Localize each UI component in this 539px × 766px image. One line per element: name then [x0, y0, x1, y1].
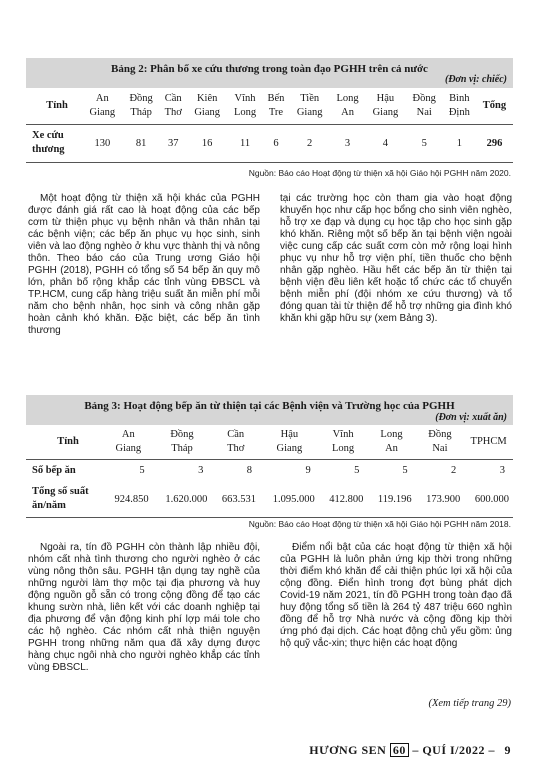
table-2-unit: (Đơn vị: chiếc)	[444, 74, 507, 85]
column-header-line: An	[121, 428, 135, 440]
table-cell: 2	[451, 464, 457, 476]
column-header-line: Tre	[268, 106, 284, 118]
table-cell: 173.900	[426, 493, 461, 505]
table-cell: 5	[402, 464, 408, 476]
column-left-top	[28, 193, 260, 337]
table-cell: 1.620.000	[165, 493, 208, 505]
column-header-line: Nai	[432, 442, 448, 454]
column-header-line: Giang	[372, 106, 399, 118]
table-cell: 11	[239, 137, 251, 149]
column-header	[319, 425, 368, 459]
column-header-line: Giang	[194, 106, 220, 118]
table-3	[26, 395, 513, 518]
row-label-line: ăn/năm	[32, 500, 66, 511]
table-3-bottom-rule	[26, 517, 513, 518]
column-header	[263, 88, 290, 124]
table-cell: 130	[94, 137, 111, 149]
table-2-source: Nguồn: Báo cáo Hoạt động từ thiện xã hội Giáo hội PGHH năm 2020.	[248, 168, 511, 178]
column-header-line: An	[385, 442, 398, 454]
column-header	[260, 425, 319, 459]
table-cell: 600.000	[474, 493, 509, 505]
table-cell: 6	[273, 137, 279, 149]
table-cell: 9	[305, 464, 311, 476]
column-header-line: Đồng	[129, 92, 153, 104]
column-header-line: Tháp	[130, 106, 152, 118]
column-right-top	[280, 193, 512, 325]
column-header	[416, 425, 465, 459]
row-label-line: Xe cứu	[32, 130, 64, 142]
column-header-line: Vĩnh	[234, 92, 256, 104]
table-cell: 412.800	[329, 493, 364, 505]
column-header	[82, 88, 123, 124]
column-header-line: Đồng	[428, 428, 452, 440]
column-header-line: Giang	[89, 106, 116, 118]
continued-note: (Xem tiếp trang 29)	[428, 698, 511, 709]
column-header-line: Long	[233, 106, 257, 118]
table-3-header	[26, 395, 513, 425]
page-number: 9	[504, 743, 511, 757]
column-header	[289, 88, 330, 124]
column-header	[443, 88, 476, 124]
column-header-line: TPHCM	[470, 435, 507, 447]
row-label-line: Tổng số suất	[32, 486, 89, 497]
column-header-line: Đồng	[170, 428, 194, 440]
column-header-line: Thơ	[164, 106, 182, 118]
column-header	[160, 88, 187, 124]
column-header-line: Cần	[164, 92, 182, 104]
issue-number: 60	[390, 743, 409, 757]
table-3-row2-label	[26, 481, 104, 517]
column-header-line: Định	[448, 106, 470, 118]
column-header	[365, 88, 406, 124]
column-header-line: Giang	[296, 106, 323, 118]
table-cell: 3	[198, 464, 204, 476]
table-3-grid	[26, 425, 513, 517]
column-header-line: Hậu	[376, 92, 395, 104]
table-3-title: Bảng 3: Hoạt động bếp ăn từ thiện tại các Bệnh viện và Trường học của PGHH	[84, 400, 455, 412]
table-cell: 4	[382, 137, 389, 149]
paragraph: tại các trường học còn tham gia vào hoạt động khuyến học như cấp học bổng cho sinh viên nghèo, hỗ trợ xe đạp và dụng cụ học tập cho học sinh gặp khó khăn. Riêng một số bếp ăn tại bệnh viện ngoài việc cung cấp các suất cơm còn mở rộng loại hình phục vụ như hỗ trợ viện phí, tiền thuốc cho bệnh nhân gặp nghèo. Hầu hết các bếp ăn từ thiện tại bệnh viện đều liên kết hoặc tổ chức các tổ chuyển bệnh miễn phí (đội nhóm xe cứu thương) và tổ đóng quan tài từ thiện để hỗ trợ những gia đình khó khăn khi gặp hữu sự (xem Bảng 3).	[280, 193, 512, 324]
table-2-header	[26, 58, 513, 88]
total-header: Tổng	[482, 99, 507, 111]
table-3-unit: (Đơn vị: xuất ăn)	[435, 412, 507, 423]
table-cell: 37	[167, 137, 179, 149]
table-cell: 5	[139, 464, 145, 476]
column-header-line: Đồng	[412, 92, 436, 104]
row-label-line: thương	[32, 144, 65, 156]
page-footer	[309, 743, 511, 758]
column-header-line: Thơ	[227, 442, 245, 454]
table-cell: 3	[499, 464, 505, 476]
column-header-line: Tiền	[300, 92, 320, 104]
table-2-row-label	[26, 124, 82, 162]
table-cell: 119.196	[377, 493, 412, 505]
table-cell: 924.850	[114, 493, 149, 505]
column-header-line: Nai	[416, 106, 432, 118]
column-header-line: Long	[380, 428, 403, 440]
column-header	[123, 88, 160, 124]
table-2-bottom-rule	[26, 162, 513, 163]
magazine-name: HƯƠNG SEN	[309, 743, 387, 757]
column-header-line: Vĩnh	[332, 428, 354, 440]
column-header-line: Giang	[276, 442, 303, 454]
column-header	[153, 425, 212, 459]
table-cell: 5	[421, 137, 427, 149]
table-cell: 8	[246, 464, 253, 476]
column-header-line: Bến	[267, 92, 285, 104]
table-2-row-header: Tỉnh	[46, 99, 68, 111]
table-cell: 1	[456, 137, 462, 149]
column-header-line: Tháp	[171, 442, 193, 454]
total-cell: 296	[486, 137, 503, 149]
table-cell: 5	[354, 464, 360, 476]
column-header	[406, 88, 443, 124]
table-cell: 81	[135, 137, 147, 149]
issue-period: – QUÍ I/2022 –	[412, 743, 495, 757]
column-header	[227, 88, 262, 124]
table-cell: 663.531	[221, 493, 257, 505]
column-header-line: An	[95, 92, 109, 104]
table-2	[26, 58, 513, 163]
column-header-line: Giang	[115, 442, 142, 454]
column-header	[464, 425, 513, 459]
column-header-line: Long	[331, 442, 355, 454]
table-2-grid	[26, 88, 513, 162]
column-header	[187, 88, 228, 124]
paragraph: Một hoạt động từ thiện xã hội khác của PGHH được đánh giá rất cao là hoạt động của các bếp cơm từ thiện phục vụ bệnh nhân và thân nhân tại các bệnh viện; các bếp ăn phục vụ học sinh, sinh viên và lao động nghèo ở khu vực thành thị và nông thôn. Theo báo cáo của Trung ương Giáo hội PGHH (2018), PGHH có tổng số 54 bếp ăn quy mô lớn, phân bố rộng khắp các tỉnh vùng ĐBSCL và TP.HCM, cung cấp hàng triệu suất ăn miễn phí mỗi năm cho bệnh nhân, học sinh và công nhân gặp hoàn cảnh khó khăn. Đặc biệt, các bếp ăn tình thương	[28, 193, 260, 336]
column-header-line: Bình	[449, 92, 470, 104]
column-header	[104, 425, 153, 459]
column-header-line: Cần	[227, 428, 245, 440]
column-header	[330, 88, 365, 124]
table-3-row1-label: Số bếp ăn	[32, 464, 76, 476]
table-3-row-header: Tỉnh	[57, 435, 79, 447]
table-3-source: Nguồn: Báo cáo Hoạt động từ thiện xã hội Giáo hội PGHH năm 2018.	[248, 519, 511, 529]
table-cell: 1.095.000	[272, 493, 315, 505]
table-2-title: Bảng 2: Phân bổ xe cứu thương trong toàn đạo PGHH trên cả nước	[111, 63, 428, 75]
table-cell: 16	[201, 137, 213, 149]
column-left-bottom	[28, 542, 260, 674]
paragraph: Ngoài ra, tín đồ PGHH còn thành lập nhiều đội, nhóm cất nhà tình thương cho người nghèo ở các vùng nông thôn sâu. PGHH tận dụng tay nghề của những người làm thợ mộc tại địa phương và huy động nguồn gỗ sẵn có trong cộng đồng để tạo các khung sườn nhà, liên kết với các doanh nghiệp tại địa phương để vận động kinh phí lợp mái tole cho các hộ nghèo. Các nhóm cất nhà thiện nguyện PGHH trong những năm qua đã xây dựng được hàng chục ngôi nhà cho người nghèo khắp các tỉnh vùng ĐBSCL.	[28, 542, 260, 673]
column-header	[367, 425, 415, 459]
table-cell: 3	[344, 137, 351, 149]
column-header-line: An	[341, 106, 354, 118]
column-right-bottom	[280, 542, 512, 650]
column-header	[211, 425, 260, 459]
column-header-line: Hậu	[280, 428, 299, 440]
table-cell: 2	[307, 137, 313, 149]
column-header-line: Kiên	[196, 92, 218, 104]
column-header-line: Long	[336, 92, 359, 104]
paragraph: Điểm nổi bật của các hoạt động từ thiện xã hội của PGHH là luôn phản ứng kịp thời trong những thời điểm khó khăn để cải thiện phúc lợi xã hội của cộng đồng. Điển hình trong đợt bùng phát dịch Covid-19 năm 2021, tín đồ PGHH trong toàn đạo đã huy động tổng số tiền là 264 tỷ 487 triệu 660 nghìn đồng để hỗ trợ Nhà nước và cộng đồng kịp thời ứng phó đại dịch. Các hoạt động chủ yếu gồm: ủng hộ quỹ vắc-xin; thực hiện các hoạt động	[280, 542, 512, 649]
